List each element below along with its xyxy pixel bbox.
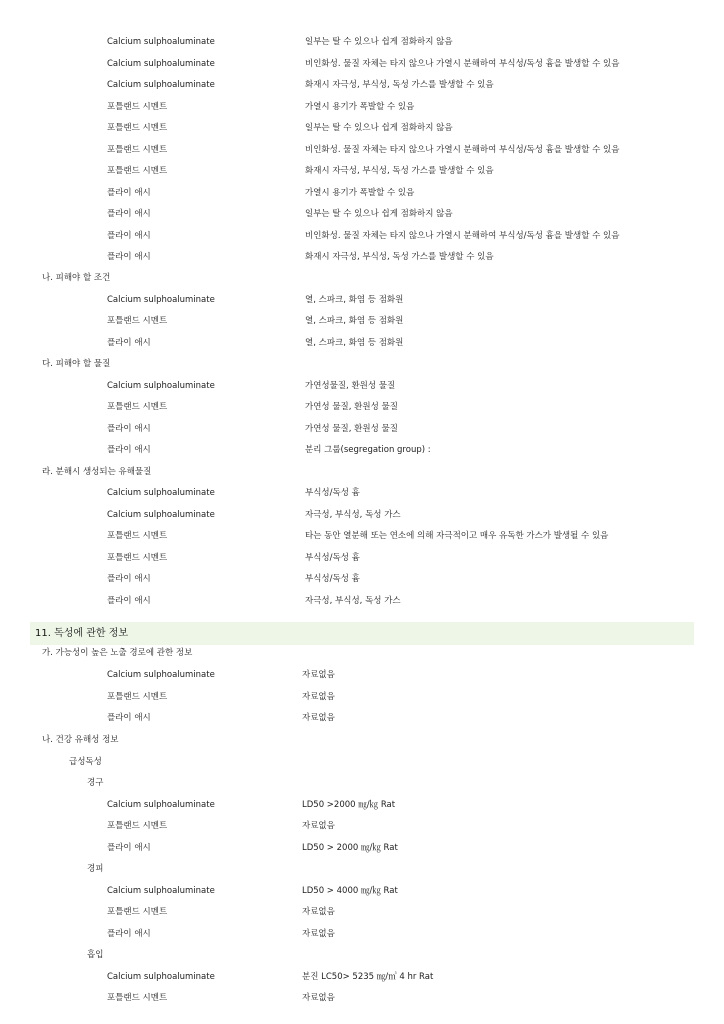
substance-name: Calcium sulphoaluminate [107,80,215,90]
substance-name: 포틀랜드 시멘트 [107,821,168,831]
substance-name: 플라이 애시 [107,252,151,262]
toxicity-value: LD50 >2000 ㎎/㎏ Rat [302,800,396,810]
substance-name: 플라이 애시 [107,596,151,606]
exposure-value: 자료없음 [302,692,335,702]
substance-name: 포틀랜드 시멘트 [107,692,168,702]
substance-name: 포틀랜드 시멘트 [107,145,168,155]
toxicity-value: 자료없음 [302,907,335,917]
substance-name: Calcium sulphoaluminate [107,800,215,810]
material-text: 분리 그룹(segregation group) : [305,445,431,455]
decomposition-text: 타는 동안 열분해 또는 연소에 의해 자극적이고 매우 유독한 가스가 발생될 수 있음 [305,531,609,541]
substance-name: Calcium sulphoaluminate [107,381,215,391]
hazard-statement: 화재시 자극성, 부식성, 독성 가스를 발생할 수 있음 [305,252,494,262]
subsection-heading: 나. 피해야 할 조건 [42,273,111,283]
toxicity-value: 분진 LC50> 5235 ㎎/㎥ 4 hr Rat [302,972,434,982]
substance-name: 플라이 애시 [107,713,151,723]
hazard-statement: 화재시 자극성, 부식성, 독성 가스를 발생할 수 있음 [305,166,494,176]
section-title: 11. 독성에 관한 정보 [35,628,129,639]
substance-name: 플라이 애시 [107,843,151,853]
toxicity-value: 자료없음 [302,993,335,1003]
substance-name: 포틀랜드 시멘트 [107,166,168,176]
substance-name: Calcium sulphoaluminate [107,886,215,896]
substance-name: Calcium sulphoaluminate [107,295,215,305]
substance-name: 플라이 애시 [107,929,151,939]
toxicity-value: LD50 > 4000 ㎎/㎏ Rat [302,886,398,896]
subsection-heading: 나. 건강 유해성 정보 [42,735,119,745]
hazard-statement: 가열시 용기가 폭발할 수 있음 [305,188,415,198]
condition-text: 열, 스파크, 화염 등 점화원 [305,295,404,305]
substance-name: Calcium sulphoaluminate [107,59,215,69]
substance-name: 플라이 애시 [107,445,151,455]
material-text: 가연성물질, 환원성 물질 [305,381,396,391]
route-label-inhalation: 흡입 [87,950,104,960]
subsection-heading: 다. 피해야 할 물질 [42,359,111,369]
exposure-value: 자료없음 [302,713,335,723]
substance-name: Calcium sulphoaluminate [107,488,215,498]
substance-name: Calcium sulphoaluminate [107,37,215,47]
condition-text: 열, 스파크, 화염 등 점화원 [305,338,404,348]
subsection-heading: 가. 가능성이 높은 노출 경로에 관한 정보 [42,648,193,658]
toxicity-value: 자료없음 [302,821,335,831]
substance-name: Calcium sulphoaluminate [107,670,215,680]
substance-name: 포틀랜드 시멘트 [107,402,168,412]
material-text: 가연성 물질, 환원성 물질 [305,424,398,434]
substance-name: 포틀랜드 시멘트 [107,907,168,917]
hazard-statement: 화재시 자극성, 부식성, 독성 가스를 발생할 수 있음 [305,80,494,90]
substance-name: 포틀랜드 시멘트 [107,316,168,326]
decomposition-text: 부식성/독성 흄 [305,574,360,584]
hazard-statement: 일부는 탈 수 있으나 쉽게 점화하지 않음 [305,209,453,219]
decomposition-text: 부식성/독성 흄 [305,553,360,563]
substance-name: 포틀랜드 시멘트 [107,531,168,541]
substance-name: 플라이 애시 [107,424,151,434]
hazard-statement: 비인화성. 물질 자체는 타지 않으나 가열시 분해하여 부식성/독성 흄을 발생할 수 있음 [305,231,620,241]
acute-toxicity-label: 급성독성 [69,757,102,767]
route-label-oral: 경구 [87,778,104,788]
decomposition-text: 부식성/독성 흄 [305,488,360,498]
exposure-value: 자료없음 [302,670,335,680]
substance-name: 포틀랜드 시멘트 [107,123,168,133]
condition-text: 열, 스파크, 화염 등 점화원 [305,316,404,326]
substance-name: Calcium sulphoaluminate [107,972,215,982]
section-header-bar [30,622,694,645]
substance-name: 플라이 애시 [107,574,151,584]
substance-name: 포틀랜드 시멘트 [107,553,168,563]
hazard-statement: 가열시 용기가 폭발할 수 있음 [305,102,415,112]
hazard-statement: 일부는 탈 수 있으나 쉽게 점화하지 않음 [305,123,453,133]
decomposition-text: 자극성, 부식성, 독성 가스 [305,510,401,520]
decomposition-text: 자극성, 부식성, 독성 가스 [305,596,401,606]
subsection-heading: 라. 분해시 생성되는 유해물질 [42,467,152,477]
toxicity-value: LD50 > 2000 ㎎/㎏ Rat [302,843,398,853]
route-label-dermal: 경피 [87,864,104,874]
material-text: 가연성 물질, 환원성 물질 [305,402,398,412]
substance-name: 포틀랜드 시멘트 [107,102,168,112]
hazard-statement: 일부는 탈 수 있으나 쉽게 점화하지 않음 [305,37,453,47]
hazard-statement: 비인화성. 물질 자체는 타지 않으나 가열시 분해하여 부식성/독성 흄을 발생할 수 있음 [305,145,620,155]
toxicity-value: 자료없음 [302,929,335,939]
substance-name: 플라이 애시 [107,231,151,241]
substance-name: 플라이 애시 [107,338,151,348]
substance-name: Calcium sulphoaluminate [107,510,215,520]
substance-name: 플라이 애시 [107,188,151,198]
substance-name: 포틀랜드 시멘트 [107,993,168,1003]
hazard-statement: 비인화성. 물질 자체는 타지 않으나 가열시 분해하여 부식성/독성 흄을 발생할 수 있음 [305,59,620,69]
substance-name: 플라이 애시 [107,209,151,219]
